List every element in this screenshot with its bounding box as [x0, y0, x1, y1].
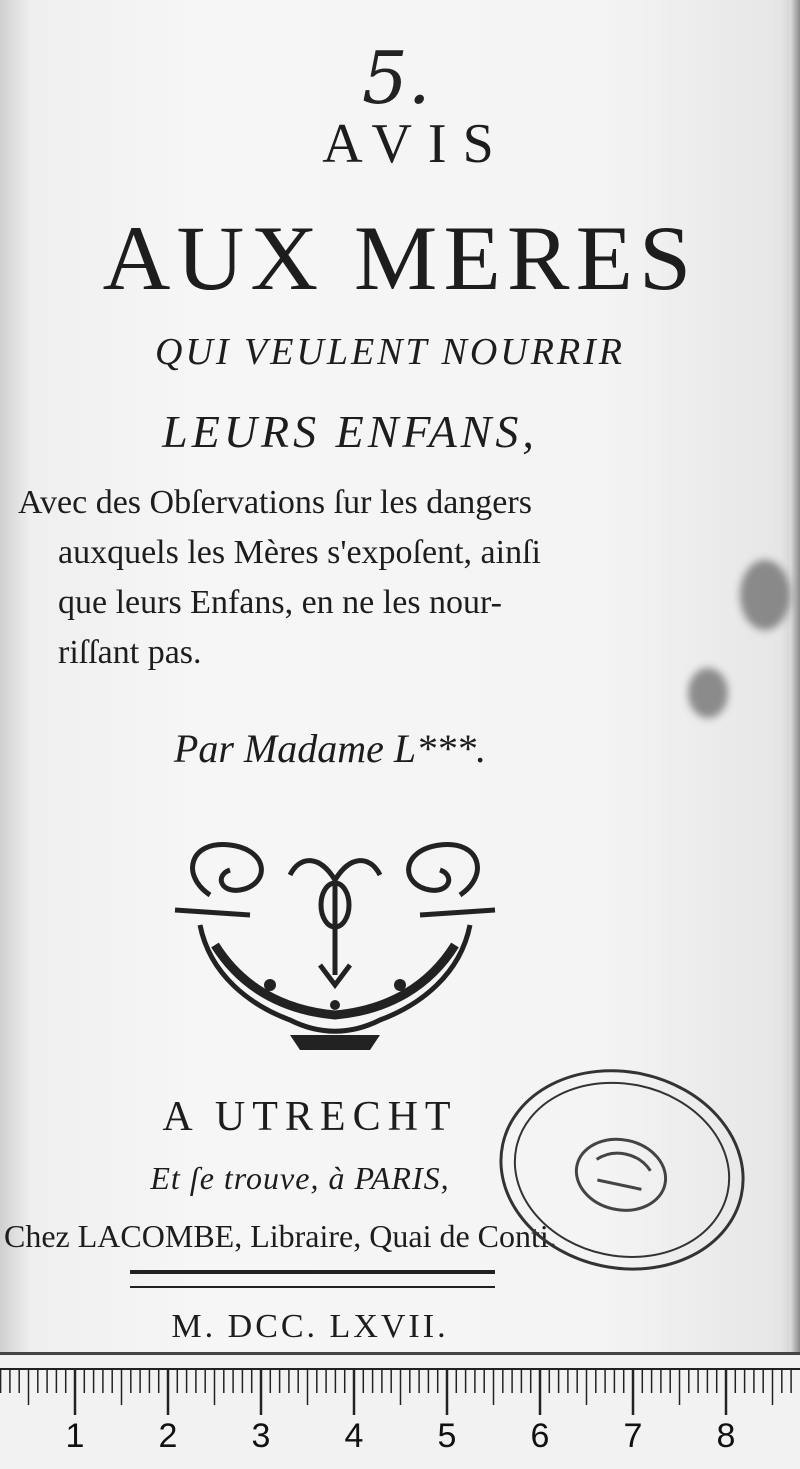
- description: [18, 478, 688, 678]
- imprint-also: Et ſe trouve, à PARIS,: [150, 1160, 450, 1196]
- description-line: riſſant pas.: [58, 634, 202, 671]
- ruler-number: 4: [344, 1417, 364, 1455]
- ruler-number: 5: [437, 1417, 457, 1455]
- library-stamp: [476, 1041, 769, 1299]
- stain: [688, 668, 728, 718]
- ruler-number: 6: [530, 1417, 550, 1455]
- ruler-number: 2: [158, 1417, 178, 1455]
- ornament-vignette: [170, 835, 500, 1065]
- handwritten-number: 5.: [362, 36, 431, 120]
- measurement-ruler: [0, 1352, 800, 1469]
- ruler-ticks: [0, 1355, 800, 1415]
- rule-divider: [130, 1270, 495, 1288]
- title-line-2: AUX MERES: [102, 207, 698, 309]
- author-line: Par Madame L***.: [173, 726, 487, 771]
- imprint-city: A UTRECHT: [162, 1094, 458, 1140]
- subtitle-line-2: LEURS ENFANS,: [162, 406, 538, 457]
- title-line-1: AVIS: [322, 113, 510, 175]
- description-line: Avec des Obſervations ſur les dangers: [18, 484, 532, 521]
- page-edge: [790, 0, 800, 1360]
- ruler-number: 7: [623, 1417, 643, 1455]
- imprint-bookseller: Chez LACOMBE, Libraire, Quai de Conti.: [4, 1218, 557, 1254]
- description-line: auxquels les Mères s'expoſent, ainſi: [58, 534, 541, 571]
- description-line: que leurs Enfans, en ne les nour-: [58, 584, 503, 621]
- stain: [740, 560, 790, 630]
- ruler-number: 1: [65, 1417, 85, 1455]
- ruler-number: 8: [716, 1417, 736, 1455]
- subtitle-line-1: QUI VEULENT NOURRIR: [154, 331, 626, 373]
- ruler-number: 3: [251, 1417, 271, 1455]
- publication-date: M. DCC. LXVII.: [171, 1308, 449, 1345]
